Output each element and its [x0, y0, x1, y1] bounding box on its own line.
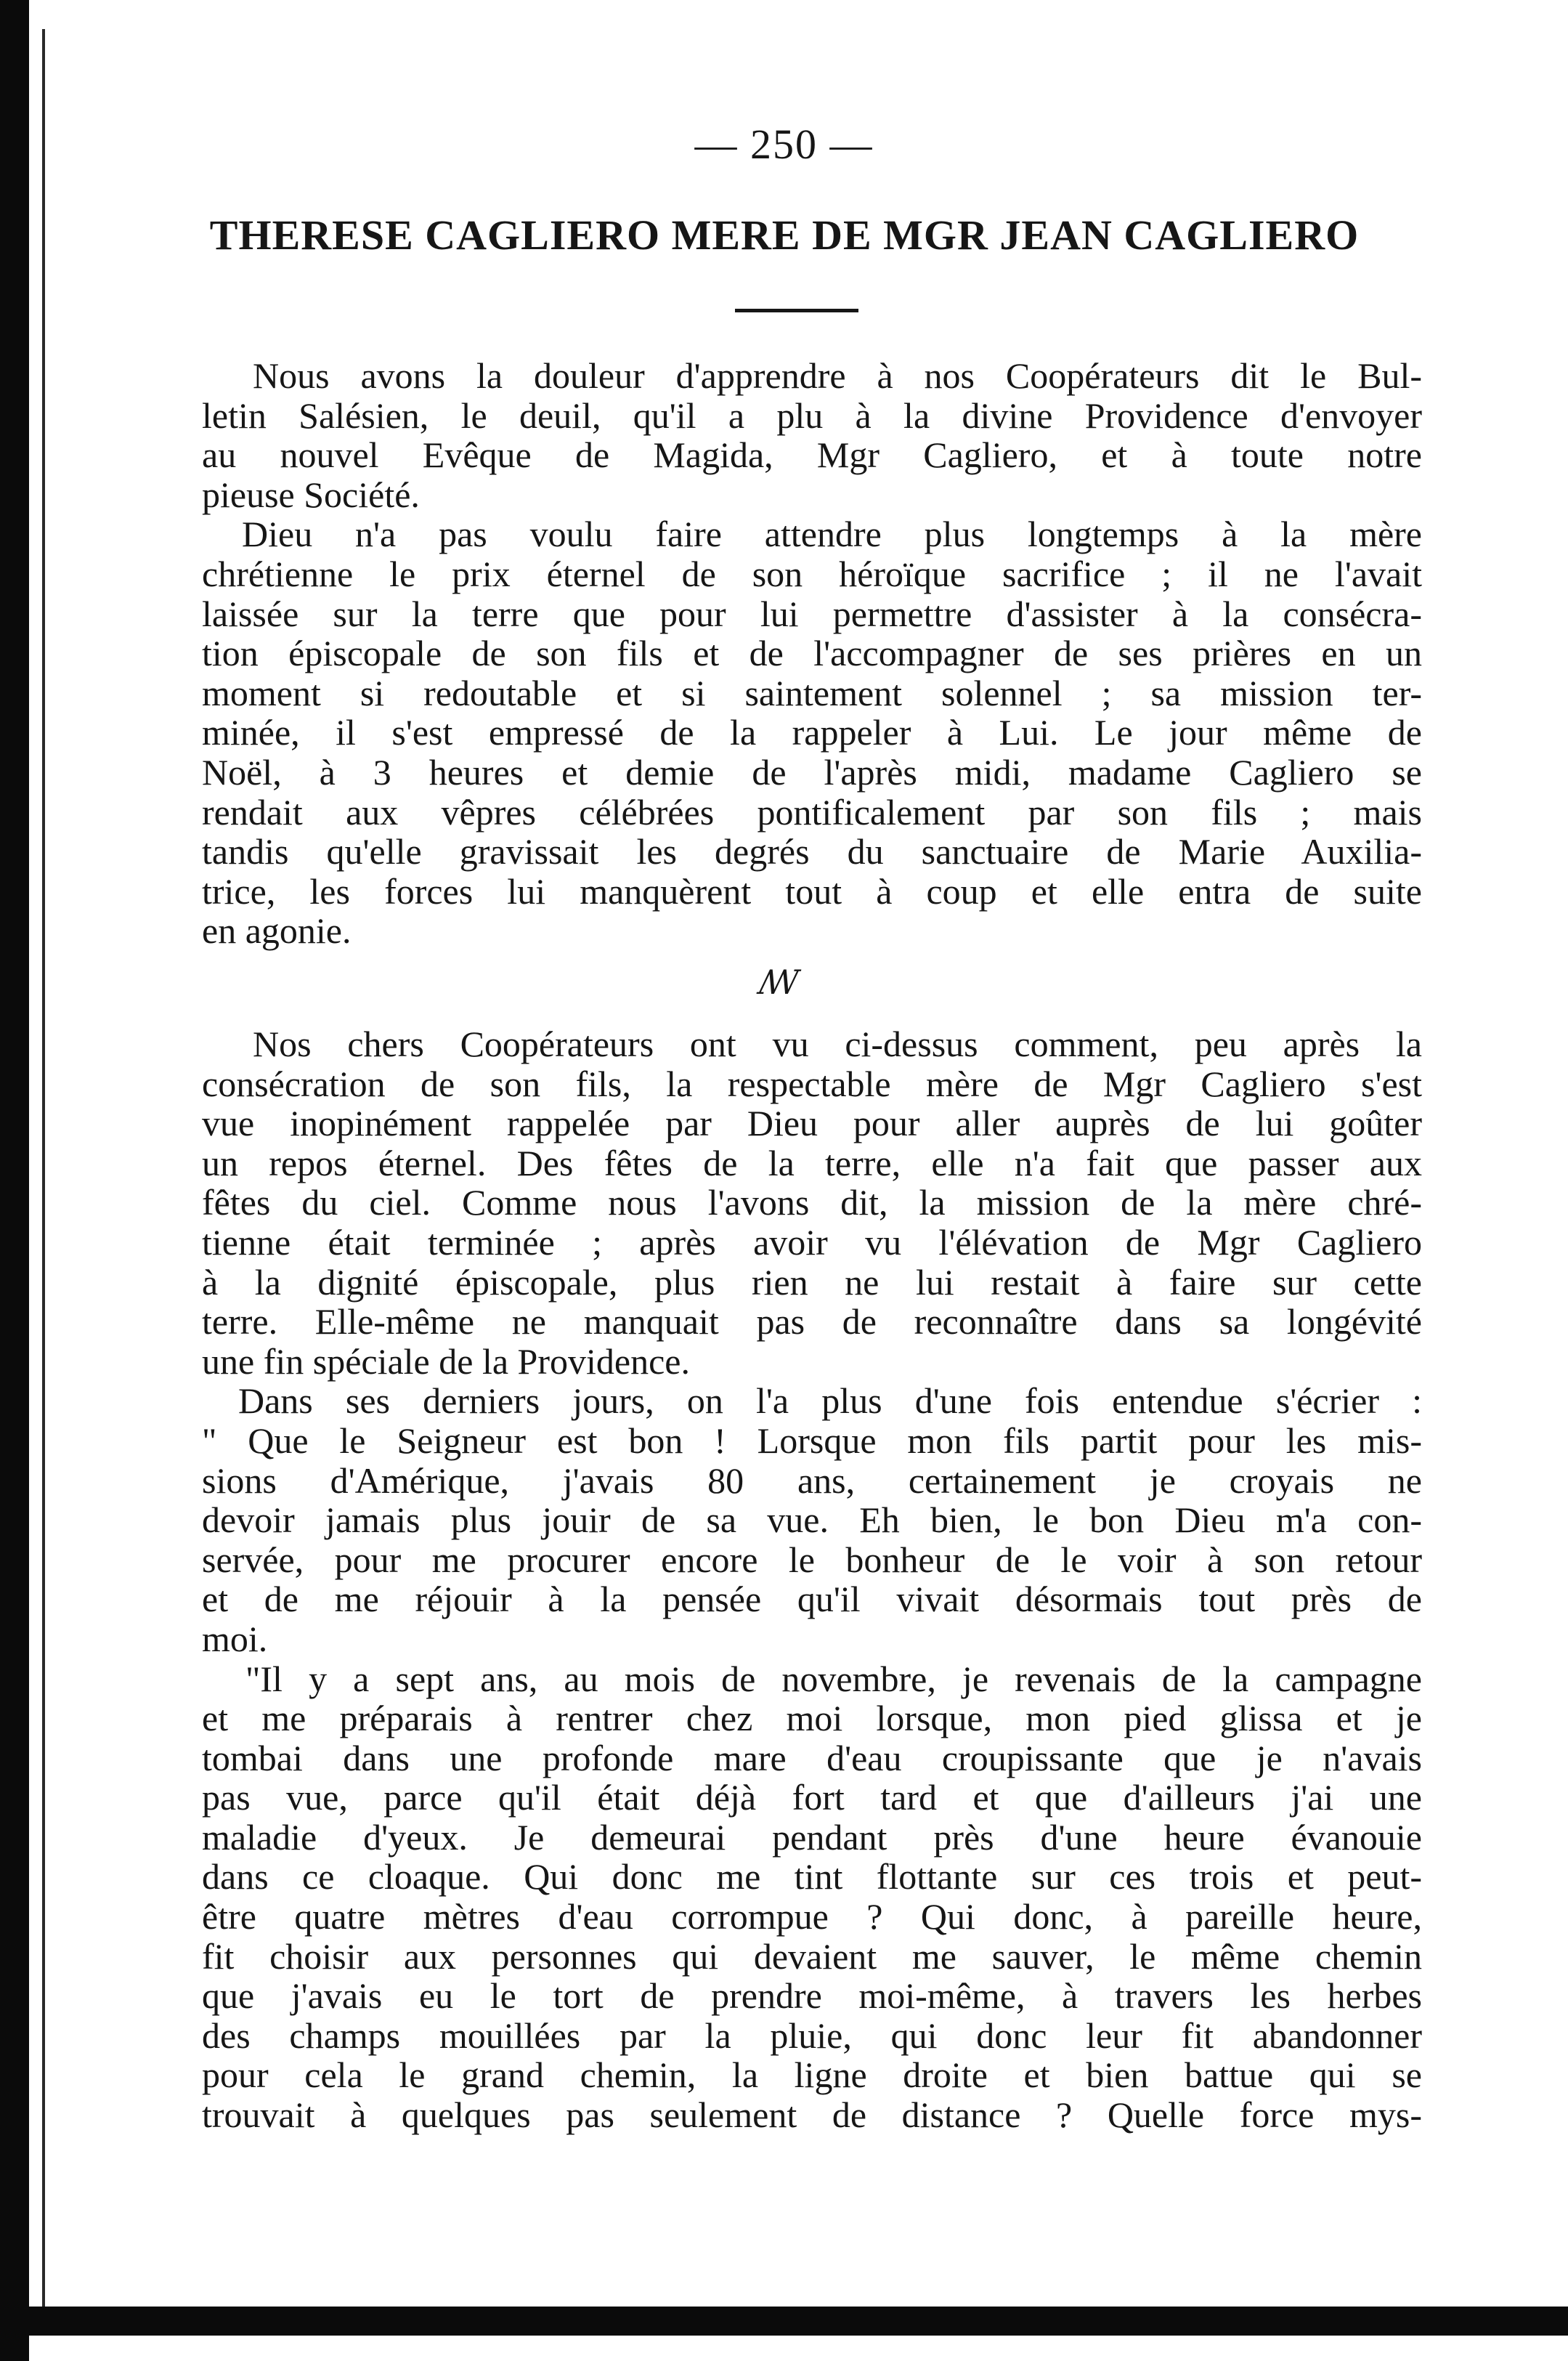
text-line: une fin spéciale de la Providence. — [202, 1340, 690, 1382]
text-line: chrétienne le prix éternel de son héroïque sacrifice ; il ne l'avait — [202, 553, 1422, 594]
text-line: pas vue, parce qu'il était déjà fort tard et que d'ailleurs j'ai une — [202, 1777, 1422, 1818]
paragraph-2-cont — [202, 554, 1422, 951]
paragraph-4 — [202, 1381, 1422, 1421]
text-line: Nos chers Coopérateurs ont vu ci-dessus comment, peu après la — [253, 1024, 1422, 1064]
page-number: — 250 — — [694, 121, 874, 168]
scan-bottom-border — [0, 2307, 1568, 2336]
text-line: maladie d'yeux. Je demeurai pendant près d'une heure évanouie — [202, 1816, 1422, 1858]
text-line: Nous avons la douleur d'apprendre à nos Coopérateurs dit le Bul- — [253, 355, 1422, 396]
text-line: " Que le Seigneur est bon ! Lorsque mon fils partit pour les mis- — [202, 1420, 1422, 1461]
text-line: servée, pour me procurer encore le bonheur de le voir à son retour — [202, 1539, 1422, 1580]
text-line: dans ce cloaque. Qui donc me tint flottante sur ces trois et peut- — [202, 1856, 1422, 1898]
text-line: vue inopinément rappelée par Dieu pour aller auprès de lui goûter — [202, 1103, 1422, 1144]
text-line: fit choisir aux personnes qui devaient me sauver, le même chemin — [202, 1935, 1422, 1977]
paragraph-4-cont — [202, 1421, 1422, 1659]
paragraph-1 — [202, 356, 1422, 396]
text-line: sions d'Amérique, j'avais 80 ans, certainement je croyais ne — [202, 1459, 1422, 1501]
text-line: un repos éternel. Des fêtes de la terre, elle n'a fait que passer aux — [202, 1142, 1422, 1183]
text-line: tombai dans une profonde mare d'eau croupissante que je n'avais — [202, 1737, 1422, 1778]
article-body-section-2 — [202, 1024, 1422, 2135]
text-line: au nouvel Evêque de Magida, Mgr Cagliero, et à toute notre — [202, 434, 1422, 476]
paragraph-5 — [202, 1659, 1422, 1699]
scan-left-rule — [42, 29, 45, 2317]
text-line: moi. — [202, 1618, 268, 1659]
paragraph-3 — [202, 1024, 1422, 1064]
text-line: à la dignité épiscopale, plus rien ne lui restait à faire sur cette — [202, 1261, 1422, 1303]
text-line: Dieu n'a pas voulu faire attendre plus longtemps à la mère — [242, 514, 1422, 555]
text-line: être quatre mètres d'eau corrompue ? Qui donc, à pareille heure, — [202, 1896, 1422, 1937]
text-line: fêtes du ciel. Comme nous l'avons dit, la mission de la mère chré- — [202, 1182, 1422, 1223]
text-line: consécration de son fils, la respectable mère de Mgr Cagliero s'est — [202, 1063, 1422, 1104]
text-line: tion épiscopale de son fils et de l'accompagner de ses prières en un — [202, 633, 1422, 674]
text-line: letin Salésien, le deuil, qu'il a plu à la divine Providence d'envoyer — [202, 394, 1422, 436]
text-line: que j'avais eu le tort de prendre moi-même, à travers les herbes — [202, 1975, 1422, 2017]
text-line: laissée sur la terre que pour lui permettre d'assister à la consécra- — [202, 593, 1422, 634]
article-title: THERESE CAGLIERO MERE DE MGR JEAN CAGLIERO — [209, 211, 1360, 259]
paragraph-2 — [202, 514, 1422, 554]
text-line: "Il y a sept ans, au mois de novembre, je revenais de la campagne — [245, 1658, 1422, 1699]
title-divider — [735, 309, 858, 312]
text-line: devoir jamais plus jouir de sa vue. Eh bien, le bon Dieu m'a con- — [202, 1499, 1422, 1541]
text-line: minée, il s'est empressé de la rappeler à Lui. Le jour même de — [202, 712, 1422, 753]
text-line: trouvait à quelques pas seulement de distance ? Quelle force mys- — [202, 2094, 1422, 2136]
text-line: Noël, à 3 heures et demie de l'après midi, madame Cagliero se — [202, 751, 1422, 793]
text-line: tandis qu'elle gravissait les degrés du sanctuaire de Marie Auxilia- — [202, 831, 1422, 872]
text-line: terre. Elle-même ne manquait pas de reconnaître dans sa longévité — [202, 1301, 1422, 1343]
text-line: moment si redoutable et si saintement solennel ; sa mission ter- — [202, 672, 1422, 713]
text-line: des champs mouillées par la pluie, qui donc leur fit abandonner — [202, 2014, 1422, 2056]
text-line: en agonie. — [202, 910, 352, 952]
text-line: Dans ses derniers jours, on l'a plus d'une fois entendue s'écrier : — [238, 1380, 1422, 1422]
section-ornament: ꟿ — [759, 964, 798, 1001]
paragraph-3-cont — [202, 1064, 1422, 1382]
paragraph-5-cont — [202, 1698, 1422, 2135]
article-body-section-1 — [202, 356, 1422, 951]
text-line: rendait aux vêpres célébrées pontificalement par son fils ; mais — [202, 791, 1422, 833]
scan-left-border — [0, 0, 29, 2361]
text-line: trice, les forces lui manquèrent tout à coup et elle entra de suite — [202, 870, 1422, 912]
paragraph-1-cont — [202, 396, 1422, 515]
text-line: tienne était terminée ; après avoir vu l'élévation de Mgr Cagliero — [202, 1221, 1422, 1263]
text-line: et de me réjouir à la pensée qu'il vivait désormais tout près de — [202, 1579, 1422, 1620]
text-line: pour cela le grand chemin, la ligne droite et bien battue qui se — [202, 2054, 1422, 2096]
text-line: pieuse Société. — [202, 474, 420, 515]
text-line: et me préparais à rentrer chez moi lorsque, mon pied glissa et je — [202, 1698, 1422, 1739]
